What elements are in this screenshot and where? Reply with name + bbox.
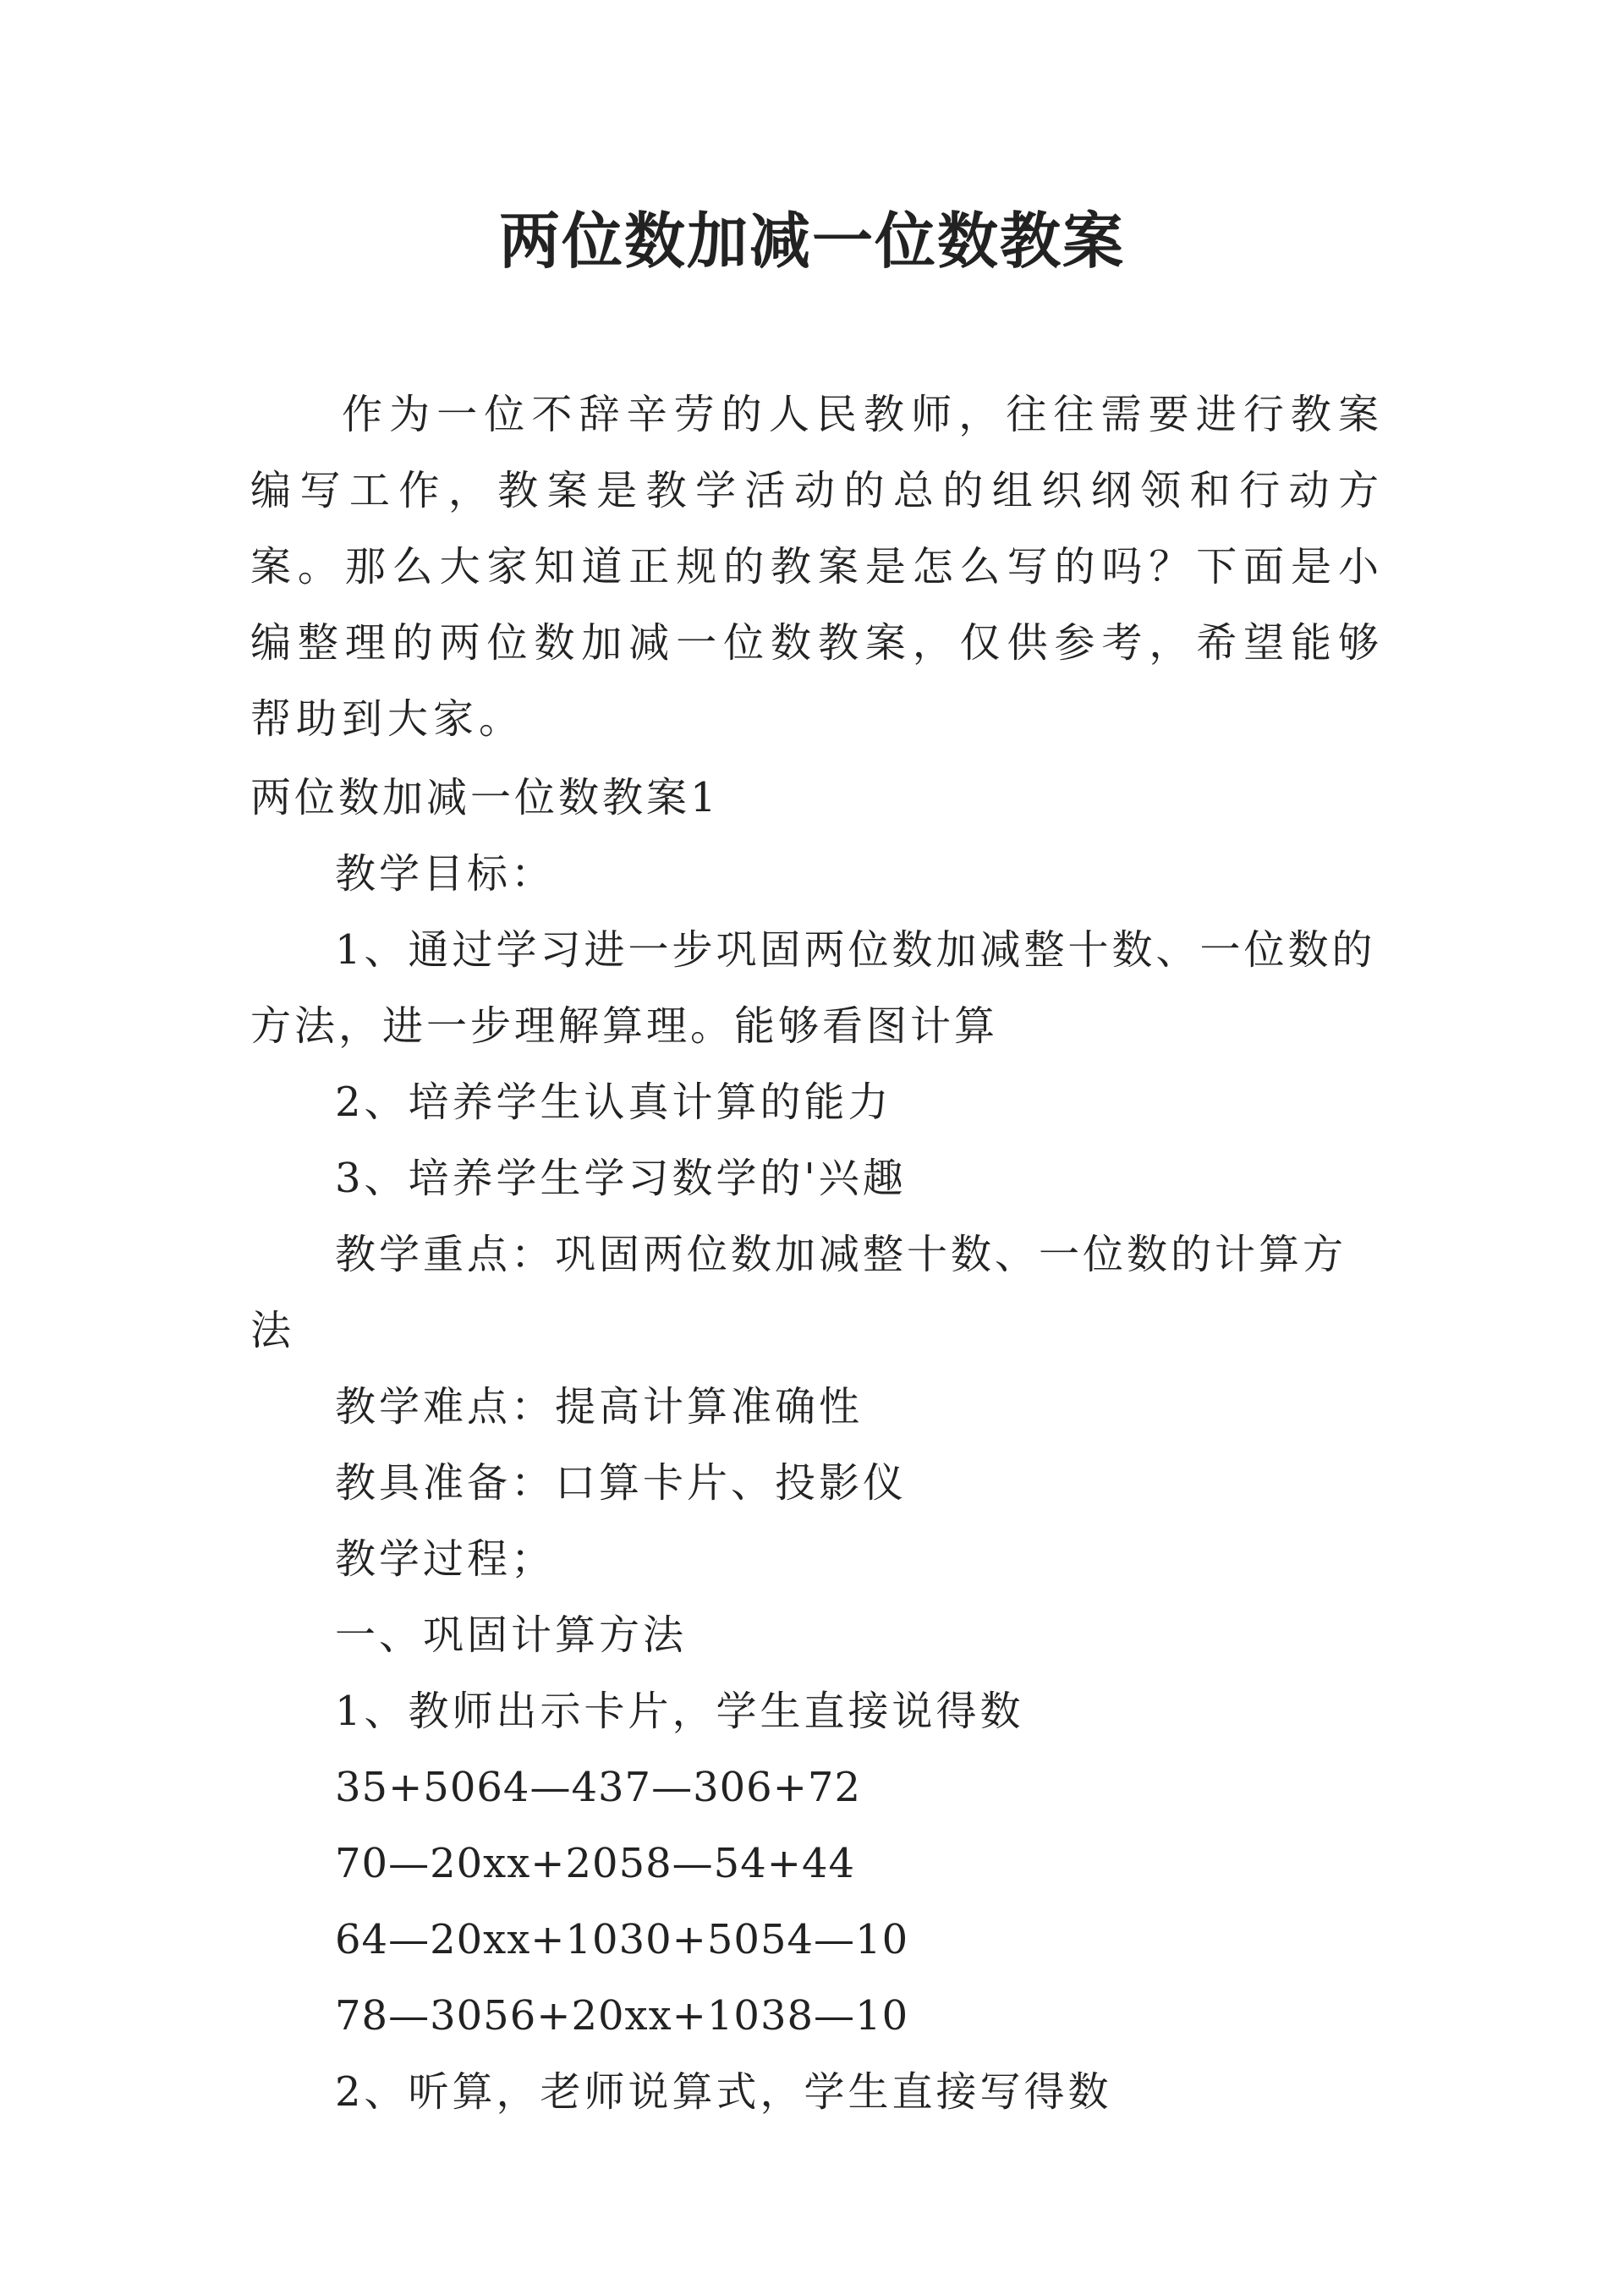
lesson-line-key-point: 教学重点：巩固两位数加减整十数、一位数的计算方法 (250, 1231, 1347, 1354)
lesson-line-expression-3: 64—20xx+1030+5054—10 (335, 1916, 909, 1963)
lesson-line-objective-3: 3、培养学生学习数学的'兴趣 (335, 1155, 907, 1202)
document-title: 两位数加减一位数教案 (498, 205, 1125, 277)
lesson-line-objective-1: 1、通过学习进一步巩固两位数加减整十数、一位数的方法，进一步理解算理。能够看图计算 (250, 926, 1376, 1050)
lesson-line-step-one-item-2: 2、听算，老师说算式，学生直接写得数 (335, 2068, 1112, 2116)
lesson-line-difficulty: 教学难点：提高计算准确性 (335, 1383, 864, 1430)
section-heading: 两位数加减一位数教案1 (250, 774, 720, 821)
lesson-line-expression-2: 70—20xx+2058—54+44 (335, 1840, 856, 1887)
lesson-body (250, 836, 1384, 2130)
lesson-line-objective-2: 2、培养学生认真计算的能力 (335, 1079, 892, 1126)
lesson-line-materials: 教具准备：口算卡片、投影仪 (335, 1459, 908, 1507)
intro-paragraph: 作为一位不辞辛劳的人民教师，往往需要进行教案编写工作，教案是教学活动的总的组织纲领和行动方案。那么大家知道正规的教案是怎么写的吗？下面是小编整理的两位数加减一位数教案，仅供参考，希望能够帮助到大家。 (250, 391, 1384, 743)
lesson-line-step-one: 一、巩固计算方法 (335, 1611, 688, 1659)
lesson-line-expression-4: 78—3056+20xx+1038—10 (335, 1992, 909, 2040)
lesson-line-expression-1: 35+5064—437—306+72 (335, 1764, 861, 1811)
lesson-line-process-label: 教学过程； (335, 1535, 556, 1583)
lesson-line-step-one-item-1: 1、教师出示卡片，学生直接说得数 (335, 1688, 1024, 1735)
lesson-line-objectives-label: 教学目标： (335, 850, 556, 898)
